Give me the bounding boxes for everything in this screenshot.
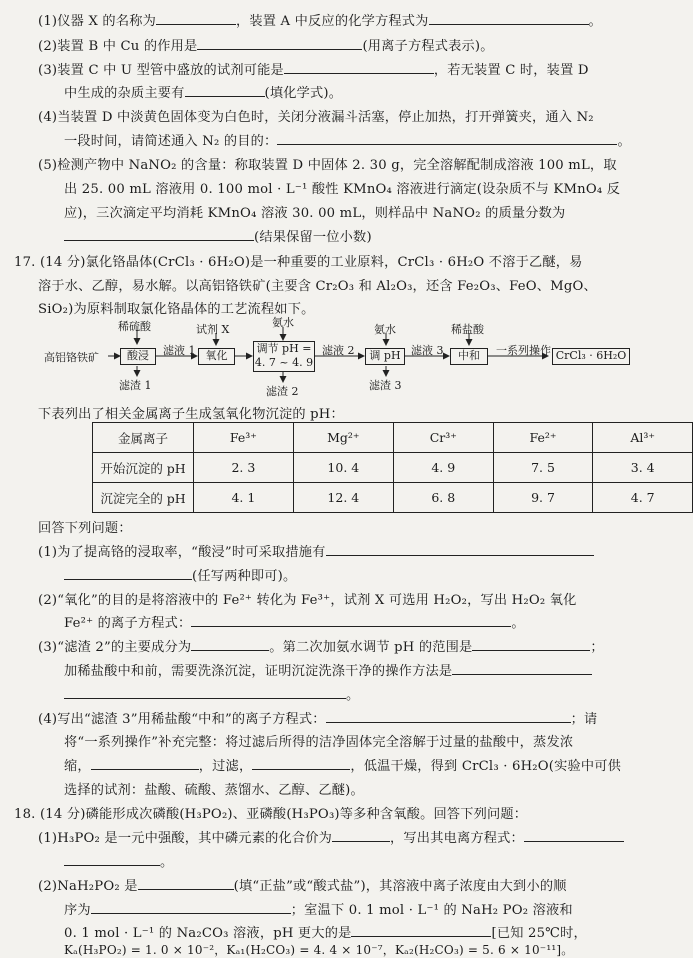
flow-arrows bbox=[0, 0, 693, 400]
ph-table bbox=[92, 422, 693, 513]
text: 。 bbox=[346, 688, 360, 703]
q17-sub-4-line3 bbox=[64, 755, 621, 774]
answer-blank[interactable] bbox=[191, 637, 269, 651]
flow-reagent-x: 试剂 X bbox=[196, 323, 230, 336]
q17-sub-2 bbox=[38, 589, 577, 608]
q18-sub-2 bbox=[38, 875, 567, 894]
text: (填“正盐”或“酸式盐”)，其溶液中离子浓度由大到小的顺 bbox=[233, 879, 567, 894]
answer-blank[interactable] bbox=[452, 661, 592, 675]
text: [已知 25℃时， bbox=[491, 926, 587, 941]
table-header-row bbox=[93, 423, 693, 453]
text: 18. (14 分)磷能形成次磷酸(H₃PO₂)、亚磷酸(H₃PO₃)等多种含氧酸。回答下列问题： bbox=[14, 807, 528, 822]
text: 序为 bbox=[64, 903, 91, 918]
answer-blank[interactable] bbox=[91, 756, 199, 770]
text: ；室温下 0. 1 mol · L⁻¹ 的 NaH₂ PO₂ 溶液和 bbox=[290, 903, 573, 918]
flow-product: CrCl₃ · 6H₂O bbox=[552, 348, 630, 365]
table-cell: 4. 7 bbox=[593, 483, 693, 513]
q18-sub-1 bbox=[38, 827, 624, 846]
table-cell: 7. 5 bbox=[493, 453, 593, 483]
table-header-cell: Mg²⁺ bbox=[293, 423, 393, 453]
text: 中生成的杂质主要有 bbox=[64, 86, 185, 101]
text: 。 bbox=[160, 855, 174, 870]
text: ；请 bbox=[570, 712, 598, 727]
text: 回答下列问题： bbox=[38, 521, 132, 536]
text: 0. 1 mol · L⁻¹ 的 Na₂CO₃ 溶液，pH 更大的是 bbox=[64, 926, 352, 941]
answer-blank[interactable] bbox=[332, 828, 390, 842]
flow-step-adjust-ph-2: 调 pH bbox=[365, 348, 405, 365]
text: Kₐ(H₃PO₂) = 1. 0 × 10⁻²，Kₐ₁(H₂CO₃) = 4. 4 × 10⁻⁷，Kₐ₂(H₂CO₃) = 5. 6 × 10⁻¹¹]。 bbox=[64, 943, 574, 957]
flow-reagent-hydrochloric-acid: 稀盐酸 bbox=[451, 323, 484, 336]
table-intro bbox=[38, 403, 344, 422]
text: SiO₂)为原料制取氯化铬晶体的工艺流程如下。 bbox=[38, 302, 315, 317]
text: 溶于水、乙醇，易水解。以高铝铬铁矿(主要含 Cr₂O₃ 和 Al₂O₃，还含 Fe₂O₃、FeO、MgO、 bbox=[38, 279, 597, 294]
text: (1)为了提高铬的浸取率，“酸浸”时可采取措施有 bbox=[38, 545, 326, 560]
q17-sub-1-cont bbox=[64, 565, 296, 584]
flow-step-adjust-ph-1 bbox=[253, 341, 315, 372]
answer-blank[interactable] bbox=[326, 709, 571, 723]
text: (4)当装置 D 中淡黄色固体变为白色时，关闭分液漏斗活塞，停止加热，打开弹簧夹，通入 N₂ bbox=[38, 110, 594, 125]
text: ； bbox=[590, 640, 604, 655]
text: 缩， bbox=[64, 759, 91, 774]
flow-residue-1: 滤渣 1 bbox=[119, 379, 152, 392]
text: (3)装置 C 中 U 型管中盛放的试剂可能是 bbox=[38, 63, 284, 78]
answer-blank[interactable] bbox=[191, 613, 511, 627]
table-cell: 开始沉淀的 pH bbox=[93, 453, 194, 483]
table-cell: 2. 3 bbox=[194, 453, 294, 483]
q17-sub-3-cont bbox=[64, 660, 592, 679]
answer-blank[interactable] bbox=[64, 852, 160, 866]
table-cell: 12. 4 bbox=[293, 483, 393, 513]
table-cell: 3. 4 bbox=[593, 453, 693, 483]
text: (2)装置 B 中 Cu 的作用是 bbox=[38, 39, 198, 54]
answer-blank[interactable] bbox=[351, 923, 491, 937]
text: (1)仪器 X 的名称为 bbox=[38, 14, 156, 29]
table-cell: 6. 8 bbox=[393, 483, 493, 513]
text: 一段时间，请简述通入 N₂ 的目的： bbox=[64, 134, 278, 149]
text: 17. (14 分)氯化铬晶体(CrCl₃ · 6H₂O)是一种重要的工业原料，CrCl₃ · 6H₂O 不溶于乙醚，易 bbox=[14, 255, 583, 270]
flow-step-adjust-ph-1-line-1: 调节 pH = bbox=[256, 342, 312, 355]
q17-sub-4-line4 bbox=[64, 779, 364, 798]
q18-sub-2-line2 bbox=[64, 899, 573, 918]
table-cell: 沉淀完全的 pH bbox=[93, 483, 194, 513]
flow-step-adjust-ph-1-line-2: 4. 7 ~ 4. 9 bbox=[254, 356, 314, 369]
text: (填化学式)。 bbox=[264, 86, 343, 101]
text: 下表列出了相关金属离子生成氢氧化物沉淀的 pH： bbox=[38, 407, 344, 422]
flow-filtrate-2: 滤液 2 bbox=[322, 344, 355, 357]
table-cell: 4. 1 bbox=[194, 483, 294, 513]
q17-sub-2-cont bbox=[64, 612, 525, 631]
answer-blank[interactable] bbox=[326, 542, 594, 556]
q18-sub-1-cont bbox=[64, 851, 173, 870]
flow-reagent-ammonia-2: 氨水 bbox=[374, 323, 396, 336]
table-header-cell: Cr³⁺ bbox=[393, 423, 493, 453]
answer-blank[interactable] bbox=[91, 900, 291, 914]
table-cell: 4. 9 bbox=[393, 453, 493, 483]
q17-sub-4 bbox=[38, 708, 597, 727]
text: 将“一系列操作”补充完整：将过滤后所得的洁净固体完全溶解于过量的盐酸中，蒸发浓 bbox=[64, 735, 574, 750]
text: 。第二次加氨水调节 pH 的范围是 bbox=[269, 640, 473, 655]
flow-step-acid-leach: 酸浸 bbox=[120, 348, 156, 365]
flow-reagent-sulfuric-acid: 稀硫酸 bbox=[118, 320, 151, 333]
table-header-cell: Fe³⁺ bbox=[194, 423, 294, 453]
answer-blank[interactable] bbox=[524, 828, 624, 842]
text: (2)NaH₂PO₂ 是 bbox=[38, 879, 138, 894]
flow-residue-2: 滤渣 2 bbox=[266, 385, 299, 398]
flow-residue-3: 滤渣 3 bbox=[369, 379, 402, 392]
text: (结果保留一位小数) bbox=[254, 230, 372, 245]
flow-step-oxidize: 氧化 bbox=[198, 348, 235, 365]
text: 出 25. 00 mL 溶液用 0. 100 mol · L⁻¹ 酸性 KMnO₄ 溶液进行滴定(设杂质不与 KMnO₄ 反 bbox=[64, 182, 621, 197]
text: (2)“氧化”的目的是将溶液中的 Fe²⁺ 转化为 Fe³⁺，试剂 X 可选用 H₂O₂，写出 H₂O₂ 氧化 bbox=[38, 593, 577, 608]
text: 。 bbox=[588, 14, 602, 29]
text: (5)检测产物中 NaNO₂ 的含量：称取装置 D 中固体 2. 30 g，完全溶解配制成溶液 100 mL，取 bbox=[38, 158, 617, 173]
text: (用离子方程式表示)。 bbox=[362, 39, 494, 54]
answer-blank[interactable] bbox=[64, 685, 346, 699]
flow-series-operation: 一系列操作 bbox=[496, 344, 551, 357]
flow-filtrate-1: 滤液 1 bbox=[163, 344, 196, 357]
q18-sub-2-line4 bbox=[64, 941, 573, 958]
q18-stem bbox=[14, 803, 527, 822]
q18-sub-2-line3 bbox=[64, 922, 587, 941]
flow-filtrate-3: 滤液 3 bbox=[411, 344, 444, 357]
text: ，写出其电离方程式： bbox=[390, 831, 524, 846]
text: 选择的试剂：盐酸、硫酸、蒸馏水、乙醇、乙醚)。 bbox=[64, 783, 364, 798]
table-cell: 10. 4 bbox=[293, 453, 393, 483]
answer-intro bbox=[38, 517, 132, 536]
q17-sub-3 bbox=[38, 636, 604, 655]
flow-ore-label: 高铝铬铁矿 bbox=[44, 351, 99, 364]
text: 。 bbox=[617, 134, 631, 149]
text: 应)，三次滴定平均消耗 KMnO₄ 溶液 30. 00 mL，则样品中 NaNO₂ 的质量分数为 bbox=[64, 206, 566, 221]
answer-blank[interactable] bbox=[64, 566, 192, 580]
answer-blank[interactable] bbox=[252, 756, 350, 770]
text: ，装置 A 中反应的化学方程式为 bbox=[235, 14, 429, 29]
text: 。 bbox=[511, 616, 525, 631]
text: (4)写出“滤渣 3”用稀盐酸“中和”的离子方程式： bbox=[38, 712, 326, 727]
flow-reagent-ammonia-1: 氨水 bbox=[272, 316, 294, 329]
text: Fe²⁺ 的离子方程式： bbox=[64, 616, 192, 631]
table-row bbox=[93, 453, 693, 483]
text: (任写两种即可)。 bbox=[192, 569, 297, 584]
q17-sub-3-cont-2 bbox=[64, 684, 359, 703]
table-row bbox=[93, 483, 693, 513]
text: ，若无装置 C 时，装置 D bbox=[433, 63, 589, 78]
table-header-cell: Al³⁺ bbox=[593, 423, 693, 453]
table-header-cell: Fe²⁺ bbox=[493, 423, 593, 453]
q17-sub-4-line2 bbox=[64, 731, 573, 750]
table-cell: 9. 7 bbox=[493, 483, 593, 513]
table-header-cell: 金属离子 bbox=[93, 423, 194, 453]
text: (1)H₃PO₂ 是一元中强酸，其中磷元素的化合价为 bbox=[38, 831, 333, 846]
answer-blank[interactable] bbox=[138, 876, 234, 890]
flow-step-neutralize: 中和 bbox=[450, 348, 488, 365]
text: ，低温干燥，得到 CrCl₃ · 6H₂O(实验中可供 bbox=[350, 759, 622, 774]
q17-sub-1 bbox=[38, 541, 594, 560]
text: (3)“滤渣 2”的主要成分为 bbox=[38, 640, 192, 655]
answer-blank[interactable] bbox=[472, 637, 590, 651]
text: ，过滤， bbox=[198, 759, 253, 774]
text: 加稀盐酸中和前，需要洗涤沉淀，证明沉淀洗涤干净的操作方法是 bbox=[64, 664, 453, 679]
